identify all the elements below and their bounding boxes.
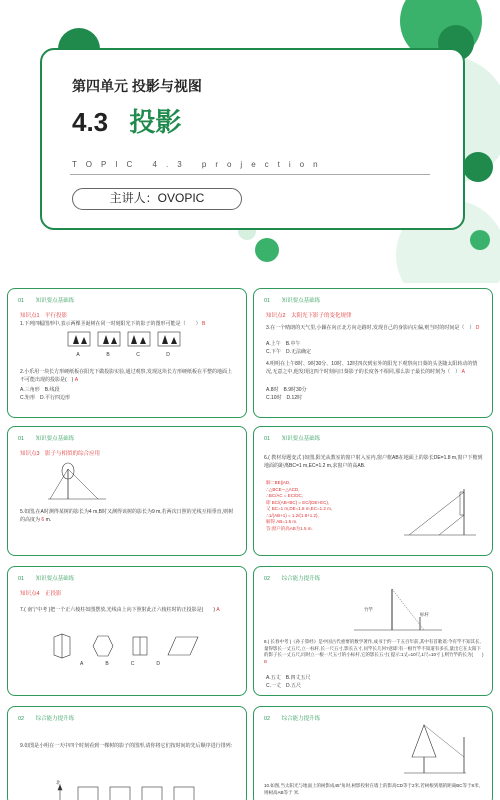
answer: A (216, 607, 220, 613)
question-5: 5.如图,在A时测得某树的影长为4 m,B时又测得该树的影长为9 m,若两次日照的光线互相垂直,则树的高度为 (20, 509, 234, 523)
options-line: A.三角形 B.线段 (20, 387, 60, 393)
question-10: 10.如图,当太阳光与地面上的树影成45°角时,树影投射在墙上的影高CD等于2米,若树根到墙的距离BC等于8米,则树高AB等于 (264, 783, 480, 795)
slide-thumbnail[interactable] (7, 288, 247, 418)
question-text (20, 607, 235, 615)
slide-thumbnail[interactable] (253, 566, 493, 696)
section-title: 知识点4 正投影 (20, 591, 62, 597)
slide-header-title: 综合能力提升练 (35, 716, 75, 722)
options-line: C.10时 D.12时 (266, 395, 303, 401)
section-title: 知识点3 影子与相似的综合应用 (20, 451, 101, 457)
option-label: A (80, 661, 84, 667)
slide-header-title: 知识要点基础练 (281, 436, 321, 442)
slide-header-title: 知识要点基础练 (35, 298, 75, 304)
solution-line: 又 BC=1 m,DE=1.8 m,EC=1.2 m, (266, 506, 333, 511)
lesson-title (72, 102, 181, 139)
answer: B (264, 658, 268, 664)
option-label: C (130, 661, 135, 667)
slide-header-title: 综合能力提升练 (281, 716, 321, 722)
lesson-name: 投影 (129, 107, 182, 137)
answer: 6 (41, 516, 45, 523)
slide-thumbnail[interactable] (7, 706, 247, 800)
slide-header (264, 434, 320, 442)
slide-header-title: 知识要点基础练 (35, 576, 75, 582)
topic-subtitle: TOPIC 4.3 projection (72, 160, 327, 169)
lesson-number: 4.3 (72, 107, 109, 137)
slide-header-title: 知识要点基础练 (35, 436, 75, 442)
question-1: 1.下列四幅图形中,表示两棵圣诞树在同一时刻阳光下的影子的图形可能是（ ） (20, 321, 201, 327)
figure-label: 竹竿 (364, 607, 373, 612)
option-label: D (166, 352, 170, 358)
option-labels (68, 352, 178, 360)
answer: B (201, 321, 206, 327)
tree-wall-diagram (404, 717, 474, 777)
slide-header (18, 296, 74, 304)
question-text (266, 361, 481, 376)
options-line: C.矩形 D.平行四边形 (20, 395, 71, 401)
question-text (20, 509, 235, 524)
option-label: D (156, 661, 160, 667)
question-8: 8.( 长春中考 )《孙子算经》是中国古代重要的数学著作,成书于约一千五百年前,其中有首歌谣:今有竿不知其长,量得影长一丈五尺,立一标杆,长一尺五寸,影长五寸,问竿长几何?意即:有一根竹竿不知道有多长,量出它在太阳下的影子长一丈五尺,同时立一根一尺五寸的小标杆,它的影长五寸( 提示:1丈=10尺,1尺=10寸 ),则竹竿的长为( ) (264, 639, 484, 657)
question-text (20, 369, 235, 384)
slide-number: 02 (264, 716, 271, 722)
question-7: 7.( 南宁中考 )把一个正六棱柱如图摆放,光线由上向下照射此正六棱柱时的正投影是( ) (20, 607, 216, 613)
slide-header (18, 574, 74, 582)
unit: 米. (293, 789, 300, 795)
slide-number: 01 (18, 576, 25, 582)
slide-header (264, 574, 320, 582)
answer: A (461, 368, 465, 375)
option-label: B (105, 661, 109, 667)
section-title: 知识点2 太阳光下影子的变化规律 (266, 313, 352, 319)
slide-header (264, 714, 320, 722)
figure-label: 标杆 (420, 612, 429, 617)
solution-line: ∴△BCE∽△ACD, (266, 486, 300, 492)
tree-shadow-figures (68, 332, 188, 350)
question-text (266, 325, 481, 333)
option-label: A (76, 352, 80, 358)
slide-number: 01 (264, 436, 271, 442)
option-labels (80, 661, 160, 669)
question-2: 2.小乐用一块长方形硬纸板在阳光下做投影实验,通过观察,发现这块长方形硬纸板在平整的地面上不可能出现的投影是( ) (20, 369, 232, 383)
slide-number: 01 (18, 436, 25, 442)
slide-header-title: 知识要点基础练 (281, 298, 321, 304)
options-line: C.一丈 D.五尺 (266, 683, 302, 689)
slide-header (264, 296, 320, 304)
solution-line: 解得 AB=1.5 m. (266, 519, 298, 524)
unit-title: 第四单元 投影与视图 (72, 78, 202, 94)
tree-shadow-sequence (58, 785, 198, 800)
slide-header-title: 综合能力提升练 (281, 576, 321, 582)
slide-thumbnail[interactable] (253, 706, 493, 800)
hexagonal-prism-figures (48, 633, 218, 659)
solution-line: 解:∵BE∥AD, (266, 480, 291, 485)
slide-number: 02 (18, 716, 25, 722)
slide-thumbnail[interactable] (7, 566, 247, 696)
solution (266, 480, 376, 532)
slide-thumbnail[interactable] (253, 288, 493, 418)
question-text (264, 783, 484, 796)
solution-line: ∴BC/AC = EC/DC, (266, 493, 303, 498)
question-4: 4.明明在上午8时、9时30分、10时、12时四次到室外的阳光下观察向日葵的头茎随太阳转动的情况,无意之中,他发现这四个时刻向日葵影子的长度各不相同,那么影子最长的时刻为（ ） (266, 361, 478, 375)
section-title: 知识点1 平行投影 (20, 313, 68, 319)
answer: A (74, 376, 79, 383)
window-shadow-diagram (404, 487, 479, 542)
slide-number: 01 (264, 298, 271, 304)
options-line: A.五丈 B.四丈五尺 (266, 675, 311, 681)
slide-number: 01 (18, 298, 25, 304)
divider (70, 174, 430, 175)
option-label: B (106, 352, 110, 358)
question-text (20, 321, 235, 329)
option-label: C (136, 352, 140, 358)
slide-header (18, 714, 74, 722)
question-3: 3.在一个晴朗的天气里,小颖在向正北方向走路时,发现自己的身影向左偏,则当时的时间是（ ） (266, 325, 475, 331)
answer: D (475, 325, 480, 331)
cover-slide[interactable] (0, 0, 500, 283)
question-text (264, 639, 484, 665)
slide-thumbnail[interactable] (7, 426, 247, 556)
speaker-badge: 主讲人：OVOPIC (72, 188, 242, 210)
solution-line: 答:窗户的高AB为1.5 m. (266, 525, 313, 531)
cover-card (40, 48, 465, 230)
slide-number: 02 (264, 576, 271, 582)
slide-thumbnail[interactable] (253, 426, 493, 556)
decor-circle (470, 230, 490, 250)
options-line: A.8时 B.9时30分 (266, 387, 307, 393)
solution-line: ∴1/(AB+1) = 1.2/(1.8+1.2), (266, 512, 319, 518)
decor-circle (255, 238, 279, 262)
north-label: 北 (56, 780, 61, 785)
slide-header (18, 434, 74, 442)
question-9: 9.如图是小明在一天中四个时刻看到一棵树的影子的图形,请你将它们按时间的先后顺序进行排列: (20, 743, 232, 749)
tree-shadow-diagram (48, 459, 108, 504)
solution-line: 即 BC/(AB+BC) = EC/(DE+EC), (266, 499, 330, 505)
question-6: 6.( 教材母题变式 )如图,阳光从教室的窗户射入室内,窗户框AB在地面上的影长DE=1.8 m,窗户下檐到地面的距离BC=1 m,EC=1.2 m,求窗户的高AB. (264, 455, 483, 469)
decor-circle (463, 152, 493, 182)
options-line: C.下午 D.无法确定 (266, 349, 312, 355)
unit: m. (45, 516, 52, 523)
options-line: A.上午 B.中午 (266, 341, 301, 347)
